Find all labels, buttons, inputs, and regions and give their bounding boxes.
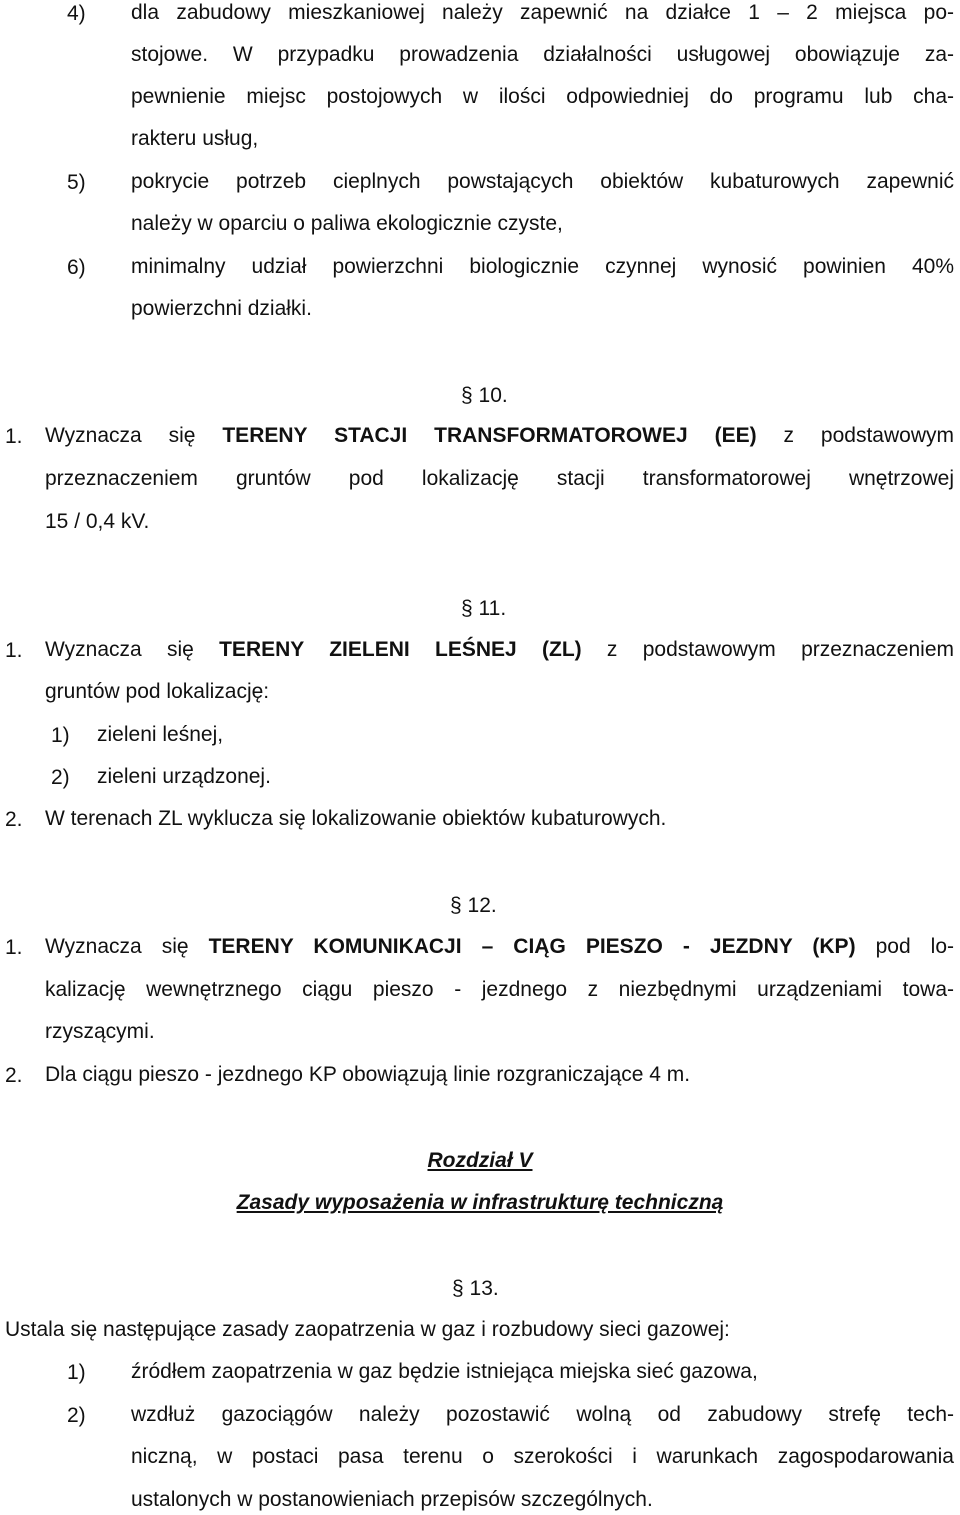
list-item-text: powierzchni działki. [131,297,312,320]
section-number: § 11. [461,597,507,620]
section-number: § 13. [452,1277,499,1300]
list-item-text: niczną, w postaci pasa terenu o szerokości i warunkach zagospodarowania [131,1445,954,1468]
zone-name: TERENY KOMUNIKACJI – CIĄG PIESZO - JEZDNY (KP) [208,935,856,958]
list-item-text: źródłem zaopatrzenia w gaz będzie istniejąca miejska sieć gazowa, [131,1360,758,1383]
list-number: 4) [67,2,86,25]
list-item-text: zieleni leśnej, [97,723,224,746]
list-item-text: wzdłuż gazociągów należy pozostawić wolną od zabudowy strefę tech- [131,1403,954,1426]
paragraph-text: rzyszącymi. [45,1020,155,1043]
paragraph-text: przeznaczeniem gruntów pod lokalizację stacji transformatorowej wnętrzowej [45,467,954,490]
list-number: 5) [67,171,86,194]
paragraph-number: 1. [5,936,23,959]
list-number: 6) [67,256,86,279]
list-item-text: stojowe. W przypadku prowadzenia działalności usługowej obowiązuje za- [131,43,954,66]
list-item-text: pewnienie miejsc postojowych w ilości odpowiedniej do programu lub cha- [131,85,954,108]
chapter-subtitle: Zasady wyposażenia w infrastrukturę techniczną [236,1191,724,1214]
paragraph-text: Wyznacza się TERENY ZIELENI LEŚNEJ (ZL) z podstawowym przeznaczeniem [45,638,954,661]
list-item-text: rakteru usług, [131,127,259,150]
zone-name: TERENY ZIELENI LEŚNEJ (ZL) [219,638,582,661]
paragraph-text: kalizację wewnętrznego ciągu pieszo - jezdnego z niezbędnymi urządzeniami towa- [45,978,954,1001]
list-item-text: ustalonych w postanowieniach przepisów szczególnych. [131,1488,653,1511]
chapter-title: Rozdział V [427,1149,533,1172]
paragraph-text: Wyznacza się TERENY STACJI TRANSFORMATOROWEJ (EE) z podstawowym [45,424,954,447]
zone-name: TERENY STACJI TRANSFORMATOROWEJ (EE) [222,424,757,447]
list-item-text: należy w oparciu o paliwa ekologicznie czyste, [131,212,563,235]
paragraph-text: W terenach ZL wyklucza się lokalizowanie obiektów kubaturowych. [45,807,667,830]
list-number: 2) [67,1404,86,1427]
paragraph-text: gruntów pod lokalizację: [45,680,270,703]
paragraph-text: Ustala się następujące zasady zaopatrzenia w gaz i rozbudowy sieci gazowej: [5,1318,730,1341]
paragraph-number: 1. [5,425,23,448]
list-number: 1) [67,1361,86,1384]
paragraph-text: Dla ciągu pieszo - jezdnego KP obowiązują linie rozgraniczające 4 m. [45,1063,691,1086]
section-number: § 12. [450,894,497,917]
list-item-text: dla zabudowy mieszkaniowej należy zapewnić na działce 1 – 2 miejsca po- [131,1,954,24]
list-number: 2) [51,766,70,789]
paragraph-number: 2. [5,1064,23,1087]
section-number: § 10. [461,384,508,407]
paragraph-text: 15 / 0,4 kV. [45,510,150,533]
paragraph-number: 1. [5,639,23,662]
list-item-text: zieleni urządzonej. [97,765,271,788]
list-item-text: minimalny udział powierzchni biologicznie czynnej wynosić powinien 40% [131,255,954,278]
paragraph-text: Wyznacza się TERENY KOMUNIKACJI – CIĄG PIESZO - JEZDNY (KP) pod lo- [45,935,954,958]
list-item-text: pokrycie potrzeb cieplnych powstających obiektów kubaturowych zapewnić [131,170,954,193]
list-number: 1) [51,724,70,747]
paragraph-number: 2. [5,808,23,831]
